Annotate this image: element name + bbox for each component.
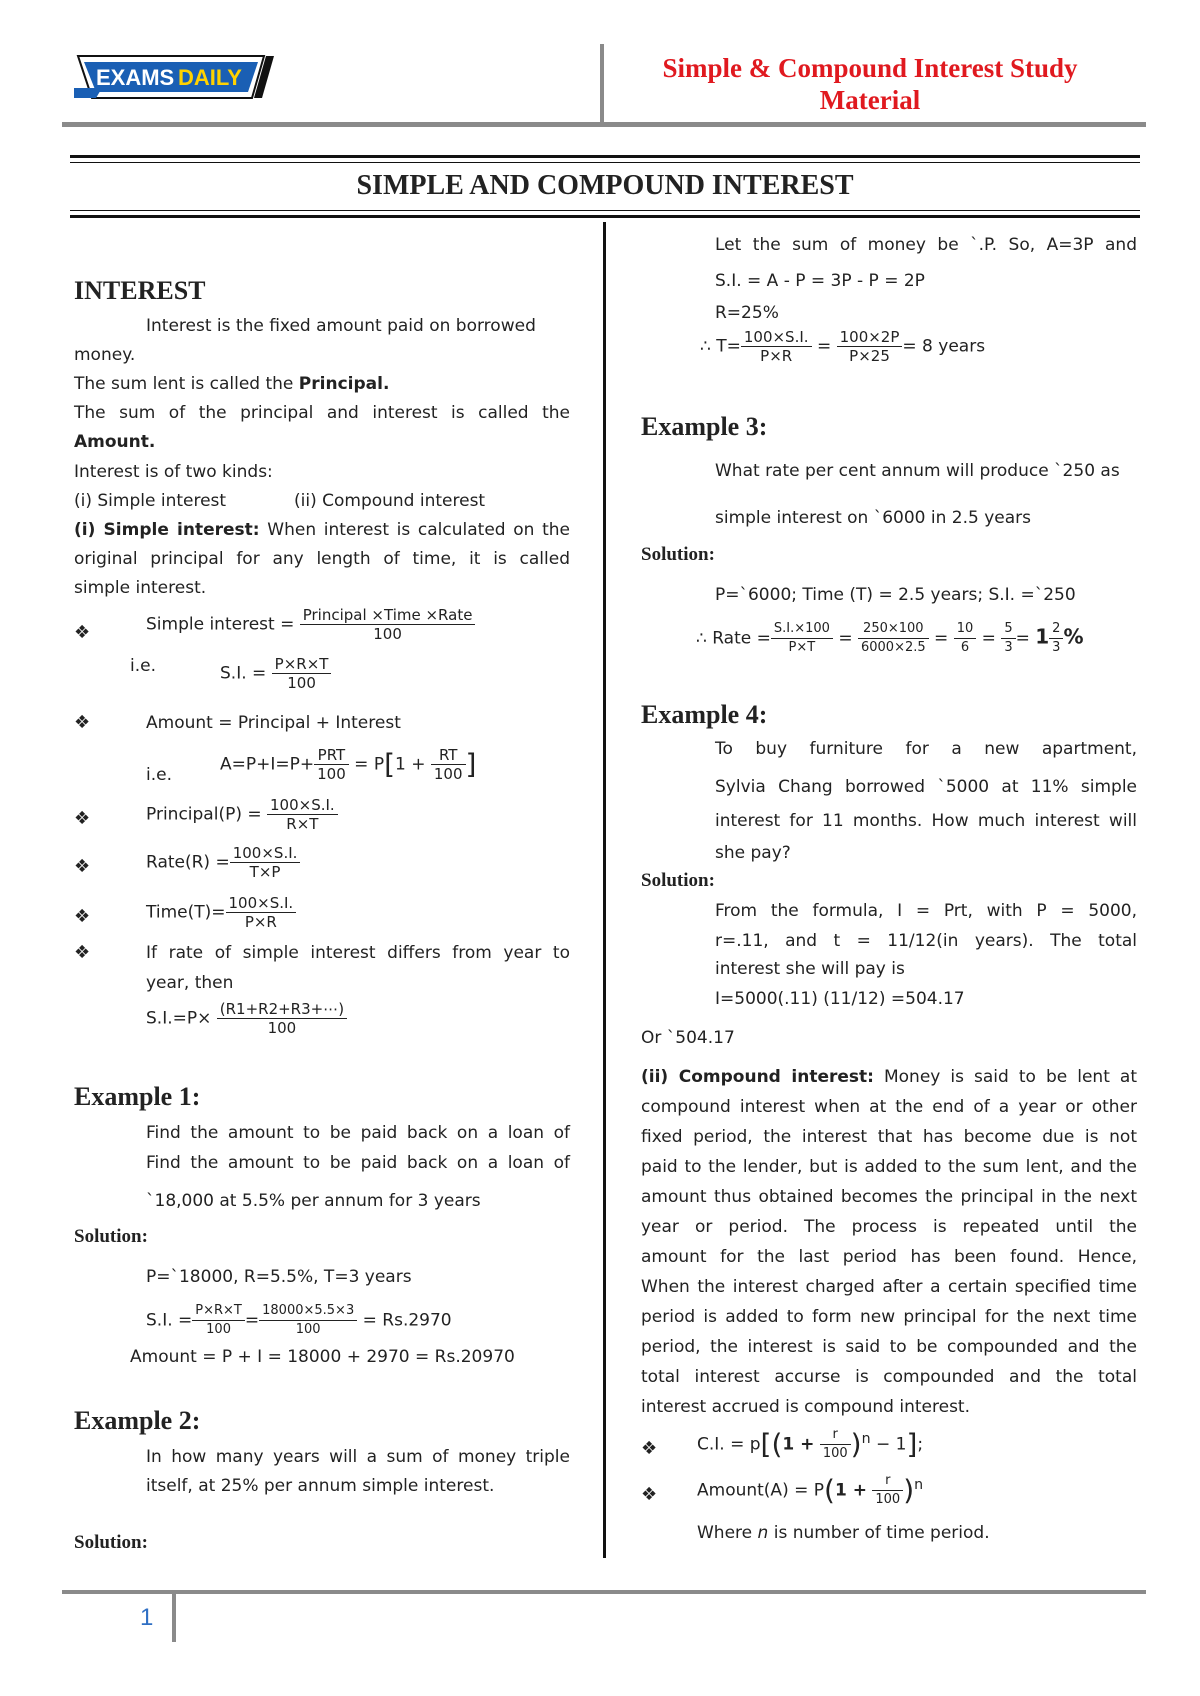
header-title: Simple & Compound Interest Study Material — [662, 53, 1078, 115]
solution-label: Solution: — [74, 1226, 148, 1247]
solution-line: ∴ T= $\frac{100\times S.I.}{P\times R}$ = $\frac{100\times 2P}{P\times 25}$ = 8 years — [700, 328, 986, 365]
diamond-bullet-icon: ❖ — [74, 622, 91, 643]
paragraph: Amount. — [74, 432, 156, 452]
paragraph: The sum of the principal and interest is called the — [74, 403, 570, 423]
paragraph: amount for the last period has been found. Hence, — [641, 1247, 1137, 1267]
paragraph: original principal for any length of time, it is called — [74, 549, 570, 569]
solution-line: r=.11, and t = 11/12(in years). The total — [715, 931, 1137, 951]
paragraph: fixed period, the interest that has become due is not — [641, 1127, 1137, 1147]
formula-compound-interest: C.I. = p[(1 + $\frac{r}{100}$ )$^n$ − 1]; — [697, 1427, 924, 1461]
paragraph: simple interest on `6000 in 2.5 years — [715, 508, 1032, 528]
formula-simple-interest: Simple interest = $\frac{\text{Principal ×Time ×Rate}}{100}$ — [146, 606, 475, 643]
paragraph: If rate of simple interest differs from year to — [146, 943, 570, 963]
paragraph: Sylvia Chang borrowed `5000 at 11% simple — [715, 777, 1137, 797]
paragraph: `18,000 at 5.5% per annum for 3 years — [146, 1191, 481, 1211]
exams-daily-logo — [74, 52, 284, 102]
paragraph: In how many years will a sum of money triple — [146, 1447, 570, 1467]
paragraph: money. — [74, 345, 136, 365]
interest-heading: INTEREST — [74, 276, 206, 305]
solution-line: I=5000(.11) (11/12) =504.17 — [715, 989, 965, 1009]
paragraph: Find the amount to be paid back on a loan of — [146, 1123, 570, 1143]
kind-compound: (ii) Compound interest — [294, 491, 486, 511]
solution-line: ∴ Rate = $\frac{S.I.\times 100}{P\times T}$ = $\frac{250\times 100}{6000\times 2.5}$ = $\frac{10}{6}$ = $\frac{5}{3}$ = 1 $\frac{2}{3}$ % — [696, 621, 1084, 655]
solution-line: S.I. = $\frac{P\times R\times T}{100}$ = $\frac{18000\times 5.5\times 3}{100}$ = Rs.2970 — [146, 1303, 452, 1337]
svg-text:EXAMS: EXAMS — [96, 65, 175, 90]
solution-line: S.I. = A - P = 3P - P = 2P — [715, 271, 925, 291]
paragraph: Interest is of two kinds: — [74, 462, 273, 482]
paragraph: compound interest when at the end of a year or other — [641, 1097, 1137, 1117]
document-title: SIMPLE AND COMPOUND INTEREST — [356, 170, 854, 201]
solution-line: R=25% — [715, 303, 779, 323]
paragraph: she pay? — [715, 843, 791, 863]
example-1-heading: Example 1: — [74, 1082, 201, 1111]
title-rule-bottom-thick — [70, 215, 1140, 218]
paragraph: When the interest charged after a certain specified time — [641, 1277, 1137, 1297]
diamond-bullet-icon: ❖ — [74, 808, 91, 829]
formula-compound-amount: Amount(A) = P(1 + $\frac{r}{100}$ )$^n$ — [697, 1473, 924, 1507]
paragraph: paid to the lender, but is added to the sum lent, and the — [641, 1157, 1137, 1177]
paragraph: Interest is the fixed amount paid on borrowed — [146, 316, 536, 336]
title-rule-bottom-thin — [70, 210, 1140, 211]
header-rule — [62, 122, 1146, 127]
svg-text:DAILY: DAILY — [178, 65, 242, 90]
title-rule-top-thick — [70, 155, 1140, 158]
paragraph: interest for 11 months. How much interest will — [715, 811, 1137, 831]
solution-line: P=`6000; Time (T) = 2.5 years; S.I. =`250 — [715, 585, 1076, 605]
diamond-bullet-icon: ❖ — [74, 712, 91, 733]
paragraph: period is added to form new principal for the next time — [641, 1307, 1137, 1327]
paragraph: Find the amount to be paid back on a loan of — [146, 1153, 570, 1173]
formula-note: Where n is number of time period. — [697, 1523, 990, 1543]
paragraph: interest accrued is compound interest. — [641, 1397, 971, 1417]
formula-ie: i.e. — [146, 765, 172, 785]
diamond-bullet-icon: ❖ — [641, 1484, 658, 1505]
paragraph: period, the interest is said to be compounded and the — [641, 1337, 1137, 1357]
paragraph: year or period. The process is repeated until the — [641, 1217, 1137, 1237]
paragraph: simple interest. — [74, 578, 207, 598]
paragraph: (ii) Compound interest: Money is said to be lent at — [641, 1067, 1137, 1087]
example-3-heading: Example 3: — [641, 412, 768, 441]
paragraph: (i) Simple interest: When interest is calculated on the — [74, 520, 571, 540]
example-4-heading: Example 4: — [641, 700, 768, 729]
paragraph: year, then — [146, 973, 234, 993]
footer-rule — [62, 1590, 1146, 1594]
paragraph: To buy furniture for a new apartment, — [715, 739, 1137, 759]
page-number: 1 — [140, 1604, 154, 1631]
paragraph: amount thus obtained becomes the principal in the next — [641, 1187, 1137, 1207]
paragraph: What rate per cent annum will produce `250 as — [715, 461, 1120, 481]
diamond-bullet-icon: ❖ — [74, 942, 91, 963]
formula-rate: Rate(R) = $\frac{100\times S.I.}{T\times P}$ — [146, 844, 300, 881]
solution-line: Or `504.17 — [641, 1028, 735, 1048]
solution-label: Solution: — [74, 1532, 148, 1553]
formula-amount: Amount = Principal + Interest — [146, 713, 401, 733]
formula-ie: i.e. — [130, 656, 156, 676]
header-divider — [600, 44, 604, 124]
solution-line: interest she will pay is — [715, 959, 905, 979]
footer-divider — [172, 1594, 176, 1642]
column-divider — [603, 222, 606, 1558]
title-rule-top-thin — [70, 162, 1140, 163]
diamond-bullet-icon: ❖ — [641, 1438, 658, 1459]
solution-line: From the formula, I = Prt, with P = 5000, — [715, 901, 1137, 921]
paragraph: total interest accurse is compounded and the total — [641, 1367, 1137, 1387]
formula-principal: Principal(P) = $\frac{100\times S.I.}{R\times T}$ — [146, 796, 338, 833]
solution-line: Amount = P + I = 18000 + 2970 = Rs.20970 — [130, 1347, 515, 1367]
kind-simple: (i) Simple interest — [74, 491, 227, 511]
diamond-bullet-icon: ❖ — [74, 906, 91, 927]
formula-time: Time(T)= $\frac{100\times S.I.}{P\times R}$ — [146, 894, 296, 931]
solution-line: P=`18000, R=5.5%, T=3 years — [146, 1267, 412, 1287]
formula-si: S.I. = $\frac{P\times R\times T}{100}$ — [220, 655, 331, 692]
paragraph: The sum lent is called the Principal. — [74, 374, 390, 394]
solution-label: Solution: — [641, 870, 715, 891]
example-2-heading: Example 2: — [74, 1406, 201, 1435]
formula-amount-expanded: A=P+I=P+ $\frac{\text{PRT}}{100}$ = P[1 + $\frac{RT}{100}$ ] — [220, 746, 477, 783]
solution-line: Let the sum of money be `.P. So, A=3P and — [715, 235, 1137, 255]
formula-variable-rate: S.I.=P× $\frac{(R1+R2+R3+\cdots)}{100}$ — [146, 1000, 347, 1037]
diamond-bullet-icon: ❖ — [74, 856, 91, 877]
paragraph: itself, at 25% per annum simple interest. — [146, 1476, 495, 1496]
solution-label: Solution: — [641, 544, 715, 565]
